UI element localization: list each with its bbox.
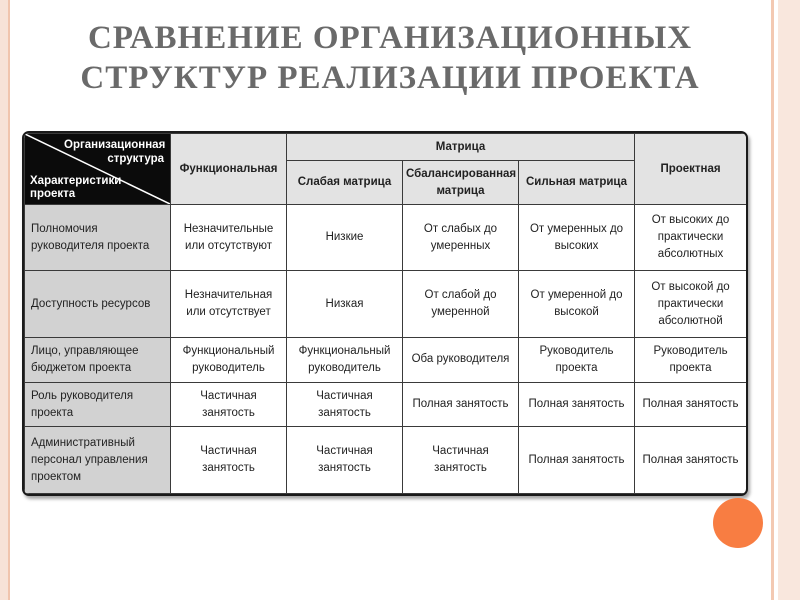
- slide-title-line1: СРАВНЕНИЕ ОРГАНИЗАЦИОННЫХ: [87, 20, 693, 56]
- row-label: Административный персонал управления проектом: [25, 427, 171, 494]
- table-cell: Полная занятость: [635, 427, 747, 494]
- slide-title: [40, 18, 740, 98]
- corner-org-structure-label: Организационная структура: [64, 139, 166, 165]
- col-header-balanced-matrix: Сбалансированная матрица: [403, 161, 519, 205]
- col-header-matrix: Матрица: [287, 134, 635, 161]
- table-cell: От высокой до практически абсолютной: [635, 271, 747, 337]
- table-cell: От умеренных до высоких: [519, 205, 635, 271]
- table-cell: Частичная занятость: [171, 382, 287, 427]
- table-cell: Полная занятость: [635, 382, 747, 427]
- table-cell: Полная занятость: [519, 382, 635, 427]
- table-cell: От слабых до умеренных: [403, 205, 519, 271]
- table-cell: От слабой до умеренной: [403, 271, 519, 337]
- slide-title-line2: СТРУКТУР РЕАЛИЗАЦИИ ПРОЕКТА: [80, 60, 700, 96]
- row-label: Полномочия руководителя проекта: [25, 205, 171, 271]
- table-cell: Руководитель проекта: [519, 337, 635, 382]
- col-header-weak-matrix: Слабая матрица: [287, 161, 403, 205]
- table-row: [25, 271, 747, 337]
- table-row: [25, 337, 747, 382]
- table-cell: Полная занятость: [519, 427, 635, 494]
- right-decor-gap: [774, 0, 778, 600]
- col-header-project: Проектная: [635, 134, 747, 205]
- orange-circle-decoration: [713, 498, 763, 548]
- table-cell: Частичная занятость: [403, 427, 519, 494]
- comparison-table-container: [22, 131, 748, 496]
- right-decor-strip: [778, 0, 800, 600]
- table-cell: Полная занятость: [403, 382, 519, 427]
- comparison-table: [24, 133, 747, 494]
- row-label: Лицо, управляющее бюджетом проекта: [25, 337, 171, 382]
- table-cell: Незначительные или отсутствуют: [171, 205, 287, 271]
- table-cell: От умеренной до высокой: [519, 271, 635, 337]
- col-header-functional: Функциональная: [171, 134, 287, 205]
- table-cell: Частичная занятость: [287, 427, 403, 494]
- table-cell: От высоких до практически абсолютных: [635, 205, 747, 271]
- table-cell: Руководитель проекта: [635, 337, 747, 382]
- table-cell: Функциональный руководитель: [287, 337, 403, 382]
- table-corner-header: [25, 134, 171, 205]
- row-label: Доступность ресурсов: [25, 271, 171, 337]
- table-cell: Частичная занятость: [171, 427, 287, 494]
- right-decor-line: [771, 0, 774, 600]
- table-cell: Функциональный руководитель: [171, 337, 287, 382]
- table-row: [25, 205, 747, 271]
- corner-characteristics-label: Характеристики проекта: [30, 175, 122, 200]
- table-cell: Частичная занятость: [287, 382, 403, 427]
- table-cell: Незначительная или отсутствует: [171, 271, 287, 337]
- table-row: [25, 427, 747, 494]
- row-label: Роль руководителя проекта: [25, 382, 171, 427]
- left-decor-strip: [0, 0, 8, 600]
- table-cell: Низкая: [287, 271, 403, 337]
- table-row: [25, 382, 747, 427]
- table-cell: Низкие: [287, 205, 403, 271]
- col-header-strong-matrix: Сильная матрица: [519, 161, 635, 205]
- left-decor-line: [8, 0, 10, 600]
- table-cell: Оба руководителя: [403, 337, 519, 382]
